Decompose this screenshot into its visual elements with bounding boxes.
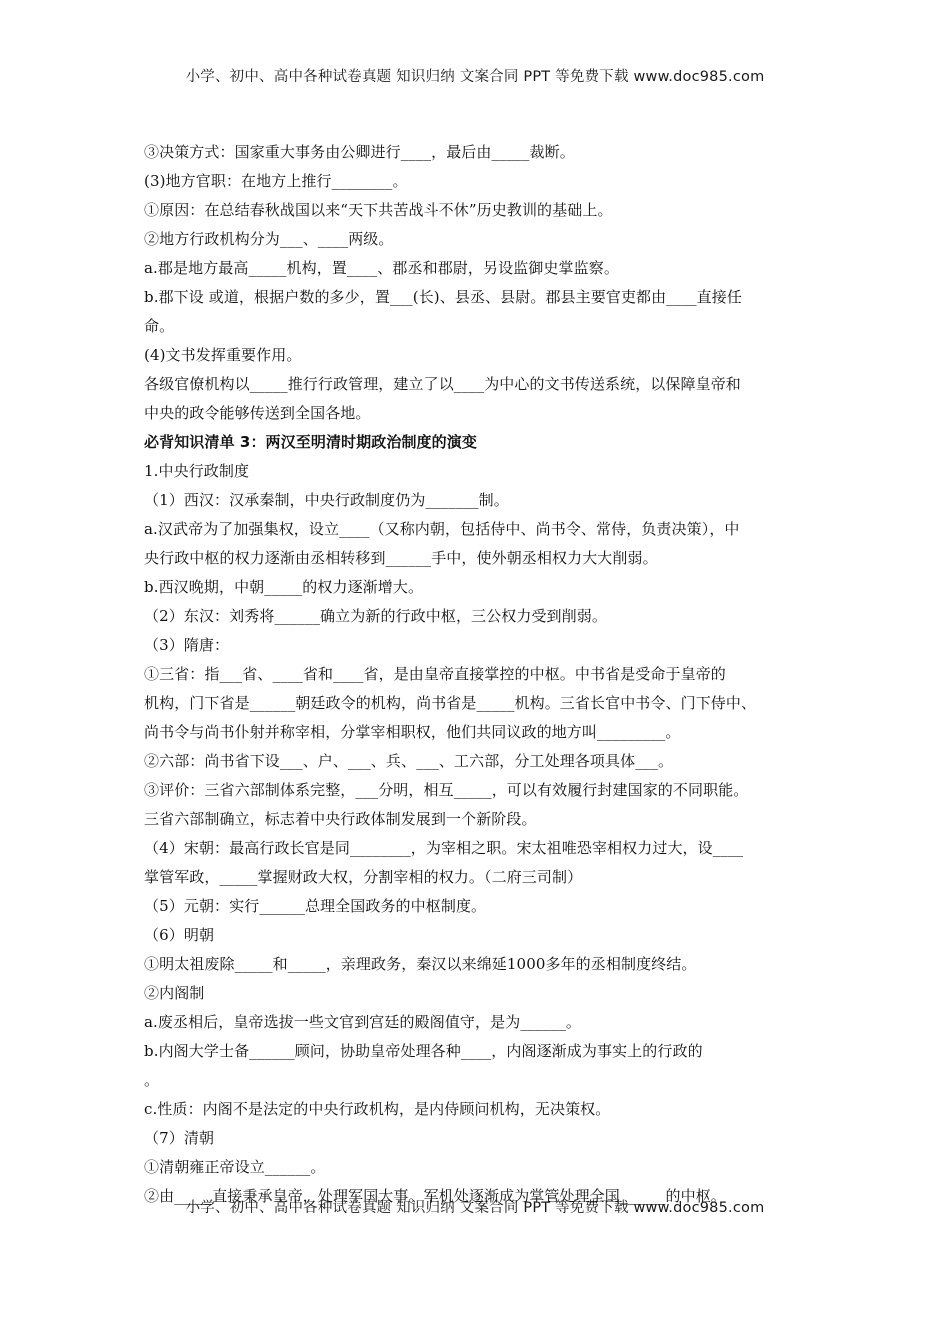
page-footer: 小学、初中、高中各种试卷真题 知识归纳 文案合同 PPT 等免费下载 www.doc985.com bbox=[185, 1200, 765, 1216]
text-line: （5）元朝：实行______总理全国政务的中枢制度。 bbox=[144, 897, 487, 915]
text-line: 中央的政令能够传送到全国各地。 bbox=[144, 404, 371, 422]
text-line: a.汉武帝为了加强集权，设立____（又称内朝，包括侍中、尚书令、常侍，负责决策），中 bbox=[144, 520, 740, 538]
text-line: （1）西汉：汉承秦制，中央行政制度仍为_______制。 bbox=[144, 491, 509, 509]
text-line: ①清朝雍正帝设立______。 bbox=[144, 1158, 326, 1176]
text-line: 命。 bbox=[144, 317, 175, 335]
text-line: （7）清朝 bbox=[144, 1129, 215, 1147]
text-line: 三省六部制确立，标志着中央行政体制发展到一个新阶段。 bbox=[144, 810, 537, 828]
text-line: （4）宋朝：最高行政长官是同________，为宰相之职。宋太祖唯恐宰相权力过大，设____ bbox=[144, 839, 744, 857]
text-line: ③评价：三省六部制体系完整，___分明，相互_____，可以有效履行封建国家的不同职能。 bbox=[144, 781, 749, 799]
text-line: ①原因：在总结春秋战国以来“天下共苦战斗不休”历史教训的基础上。 bbox=[144, 201, 613, 219]
text-line: ③决策方式：国家重大事务由公卿进行____，最后由_____裁断。 bbox=[144, 143, 575, 161]
document-body bbox=[144, 138, 809, 1211]
text-line: 。 bbox=[144, 1071, 160, 1089]
text-line: 央行政中枢的权力逐渐由丞相转移到______手中，使外朝丞相权力大大削弱。 bbox=[144, 549, 658, 567]
text-line: 机构，门下省是______朝廷政令的机构，尚书省是_____机构。三省长官中书令、门下侍中、 bbox=[144, 694, 757, 712]
text-line: (3)地方官职：在地方上推行________。 bbox=[144, 172, 408, 190]
text-line: 1.中央行政制度 bbox=[144, 462, 250, 480]
text-line: （3）隋唐： bbox=[144, 636, 230, 654]
text-line: （2）东汉：刘秀将______确立为新的行政中枢，三公权力受到削弱。 bbox=[144, 607, 607, 625]
text-line: (4)文书发挥重要作用。 bbox=[144, 346, 302, 364]
text-line: 掌管军政，_____掌握财政大权，分割宰相的权力。（二府三司制） bbox=[144, 868, 583, 886]
text-line: a.废丞相后，皇帝选拔一些文官到宫廷的殿阁值守，是为______。 bbox=[144, 1013, 582, 1031]
text-line: ②由_____直接秉承皇帝，处理军国大事。军机处逐渐成为掌管处理全国______的中枢。 bbox=[144, 1187, 726, 1205]
text-line: 各级官僚机构以_____推行行政管理，建立了以____为中心的文书传送系统，以保障皇帝和 bbox=[144, 375, 741, 393]
text-line: ①三省：指___省、____省和____省，是由皇帝直接掌控的中枢。中书省是受命于皇帝的 bbox=[144, 665, 726, 683]
text-line: b.西汉晚期，中朝_____的权力逐渐增大。 bbox=[144, 578, 424, 596]
text-line: （6）明朝 bbox=[144, 926, 215, 944]
text-line: ①明太祖废除_____和_____，亲理政务，秦汉以来绵延1000多年的丞相制度终结。 bbox=[144, 955, 697, 973]
text-line: b.郡下设 或道，根据户数的多少，置___(长)、县丞、县尉。郡县主要官吏都由____直接任 bbox=[144, 288, 742, 306]
page-header: 小学、初中、高中各种试卷真题 知识归纳 文案合同 PPT 等免费下载 www.doc985.com bbox=[185, 69, 765, 85]
text-line: ②内阁制 bbox=[144, 984, 205, 1002]
text-line: ②地方行政机构分为___、____两级。 bbox=[144, 230, 394, 248]
text-line: 尚书令与尚书仆射并称宰相，分掌宰相职权，他们共同议政的地方叫_________。 bbox=[144, 723, 681, 741]
text-line: b.内阁大学士备______顾问，协助皇帝处理各种____，内阁逐渐成为事实上的行政的 bbox=[144, 1042, 703, 1060]
text-line: a.郡是地方最高_____机构，置____、郡丞和郡尉，另设监御史掌监察。 bbox=[144, 259, 619, 277]
text-line: ②六部：尚书省下设___、户、___、兵、___、工六部，分工处理各项具体___。 bbox=[144, 752, 674, 770]
text-line: c.性质：内阁不是法定的中央行政机构，是内侍顾问机构，无决策权。 bbox=[144, 1100, 611, 1118]
section-heading: 必背知识清单 3：两汉至明清时期政治制度的演变 bbox=[144, 433, 477, 451]
